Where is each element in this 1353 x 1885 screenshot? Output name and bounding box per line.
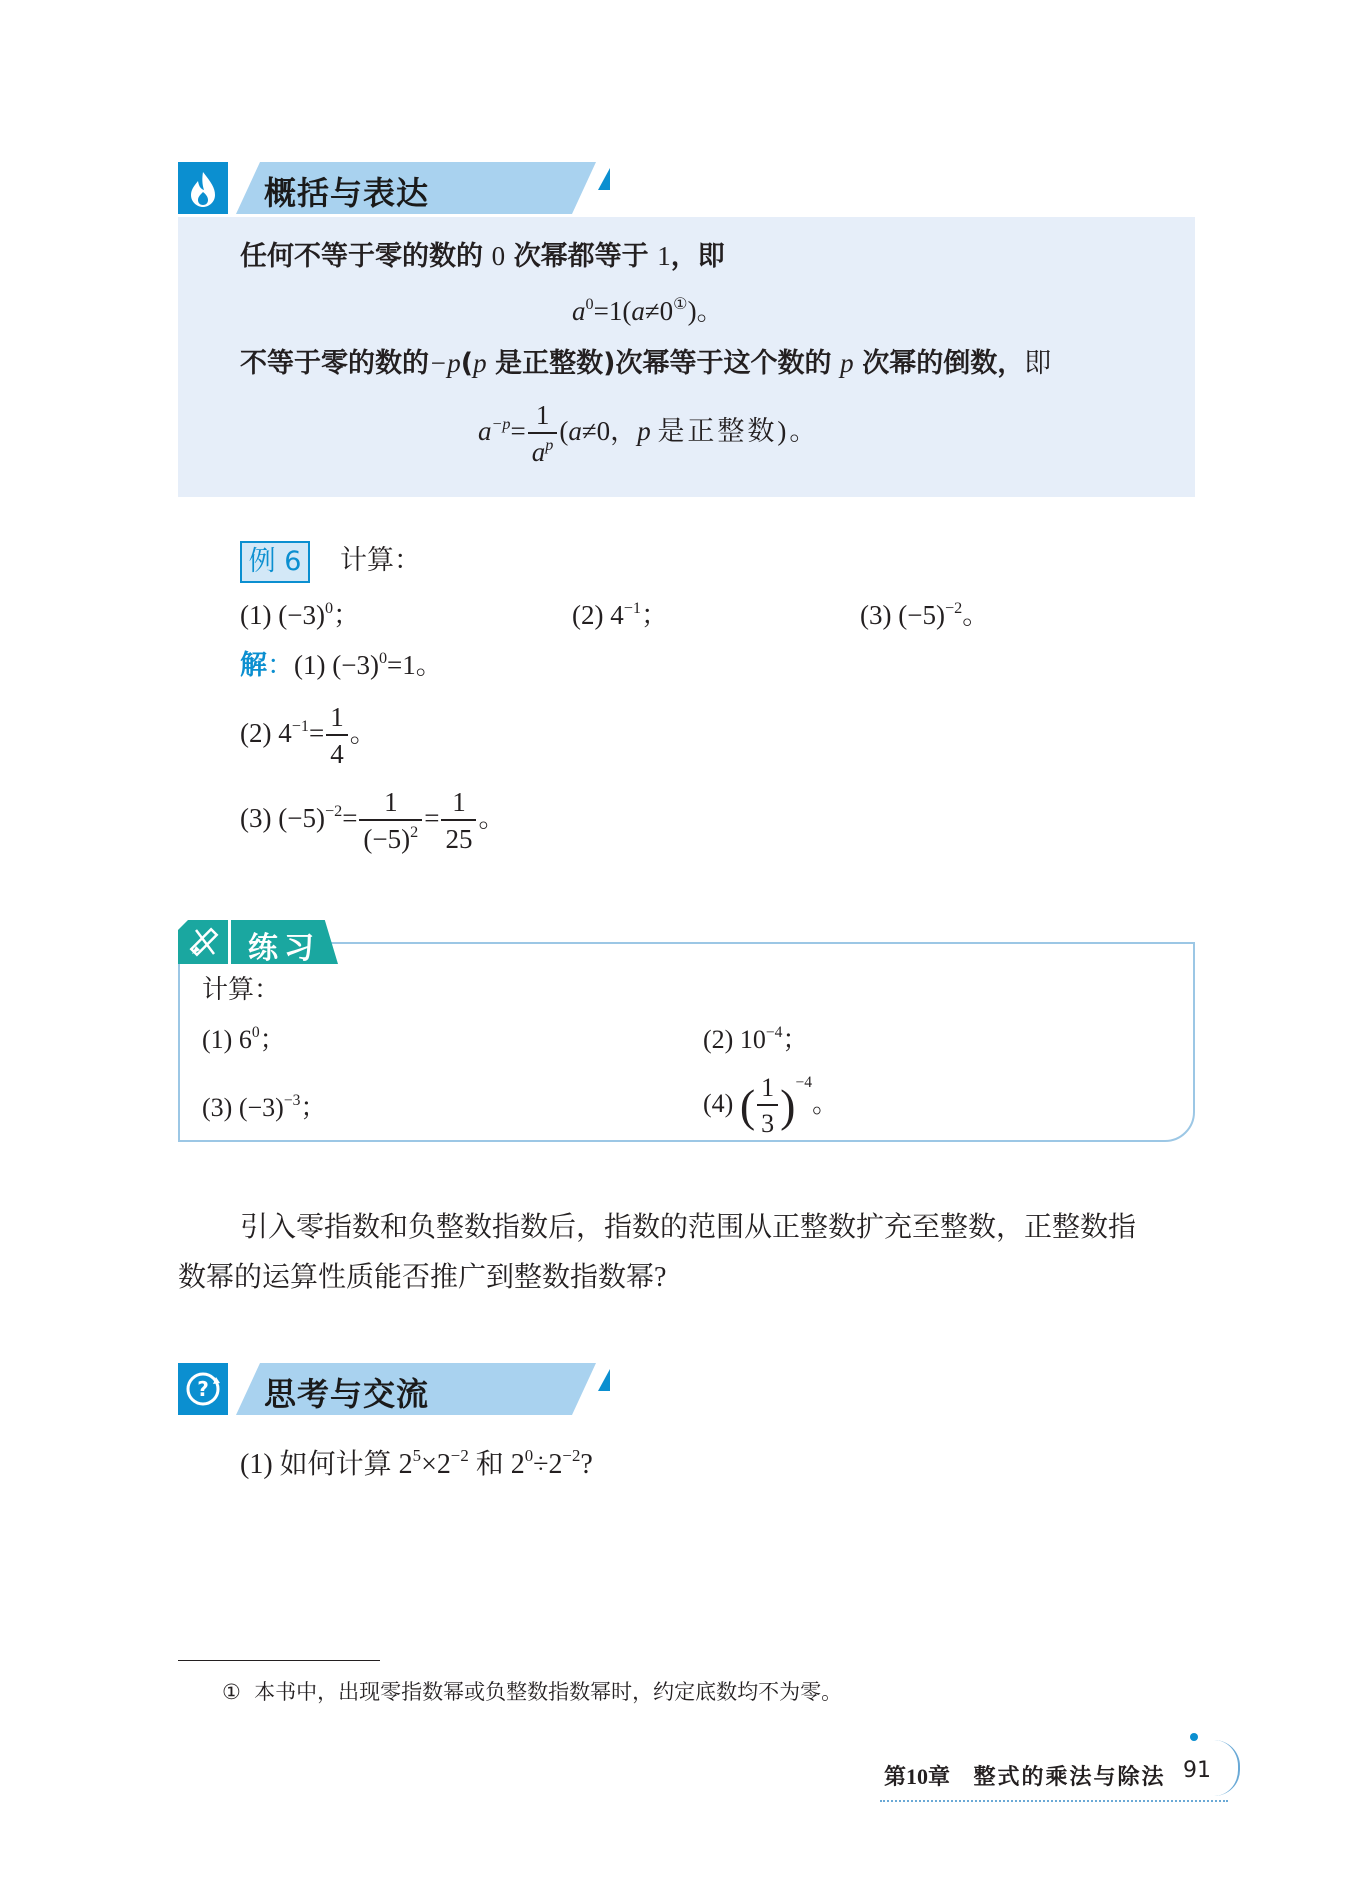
footer-chapter: 第10章 整式的乘法与除法 xyxy=(884,1764,1166,1789)
example-question-2: (2) $4^{-1}$； xyxy=(572,598,668,630)
section-header-practice xyxy=(178,920,338,964)
section-header-think xyxy=(178,1363,618,1415)
paragraph-line-2: 数幂的运算性质能否推广到整数指数幂? xyxy=(178,1262,667,1293)
question-cycle-icon xyxy=(178,1363,228,1415)
example-question-1: (1) $(-3)^0$； xyxy=(240,598,361,630)
fraction: $\frac{1}{(-5)^2}$ xyxy=(359,789,422,853)
section-title: 思考与交流 xyxy=(264,1375,430,1413)
section-header-triangle xyxy=(598,168,610,190)
flame-icon xyxy=(178,162,228,214)
section-title: 概括与表达 xyxy=(264,174,430,212)
page-number: 91 xyxy=(1183,1758,1211,1783)
footnote-marker: ① xyxy=(673,294,688,313)
fraction: $\frac{1}{3}$ xyxy=(757,1075,778,1137)
think-question-1: (1) 如何计算 $2^5\times 2^{-2}$ 和 $2^0\div 2^{-2}$? xyxy=(240,1446,593,1480)
footnote-divider xyxy=(178,1660,380,1661)
example-prompt: 计算： xyxy=(340,545,421,575)
fraction: $\frac{1}{a^p}$ xyxy=(528,402,558,466)
svg-text:?: ? xyxy=(197,1377,209,1401)
section-header-triangle xyxy=(598,1369,610,1391)
solution-line-2: (2) $4^{-1}=$ $\frac{1}{4}$ 。 xyxy=(240,702,377,769)
footer-dot xyxy=(1190,1733,1198,1741)
solution-label: 解 xyxy=(240,650,267,681)
summary-formula-1: $a^0=1(a\ne 0^①)$。 xyxy=(572,294,724,326)
practice-item-2: (2) $10^{-4}$； xyxy=(703,1024,809,1054)
footer-bracket xyxy=(1214,1740,1240,1796)
footer-divider xyxy=(880,1800,1228,1802)
fraction: $\frac{1}{25}$ xyxy=(441,789,476,853)
summary-line-1: 任何不等于零的数的 0 次幂都等于 1，即 xyxy=(240,241,725,272)
paragraph-line-1: 引入零指数和负整数指数后，指数的范围从正整数扩充至整数，正整数指 xyxy=(240,1212,1137,1243)
section-title: 练习 xyxy=(248,931,320,966)
practice-item-3: (3) $(-3)^{-3}$； xyxy=(202,1092,327,1122)
practice-box xyxy=(178,942,1195,1142)
practice-prompt: 计算： xyxy=(202,975,281,1004)
practice-item-4: (4) ( $\frac{1}{3}$ )$^{-4}$。 xyxy=(703,1073,839,1139)
pencil-ruler-icon xyxy=(178,920,228,964)
summary-line-2: 不等于零的数的−p(p 是正整数)次幂等于这个数的 p 次幂的倒数，即 xyxy=(240,348,1052,379)
fraction: $\frac{1}{4}$ xyxy=(326,704,348,768)
practice-item-1: (1) $6^0$； xyxy=(202,1024,286,1054)
example-tag: 例 6 xyxy=(240,541,310,583)
summary-formula-2: $a^{-p}=$ $\frac{1}{a^p}$ (a≠0，p 是正整数)。 xyxy=(478,400,820,467)
section-header-summary xyxy=(178,162,618,214)
footnote: ① 本书中，出现零指数幂或负整数指数幂时，约定底数均不为零。 xyxy=(222,1680,843,1704)
solution-line-1: 解：(1) $(-3)^0=1$。 xyxy=(240,648,443,681)
example-question-3: (3) $(-5)^{-2}$。 xyxy=(860,598,990,630)
solution-line-3: (3) $(-5)^{-2}=$ $\frac{1}{(-5)^2}$ = $\frac{1}{25}$ 。 xyxy=(240,787,506,854)
